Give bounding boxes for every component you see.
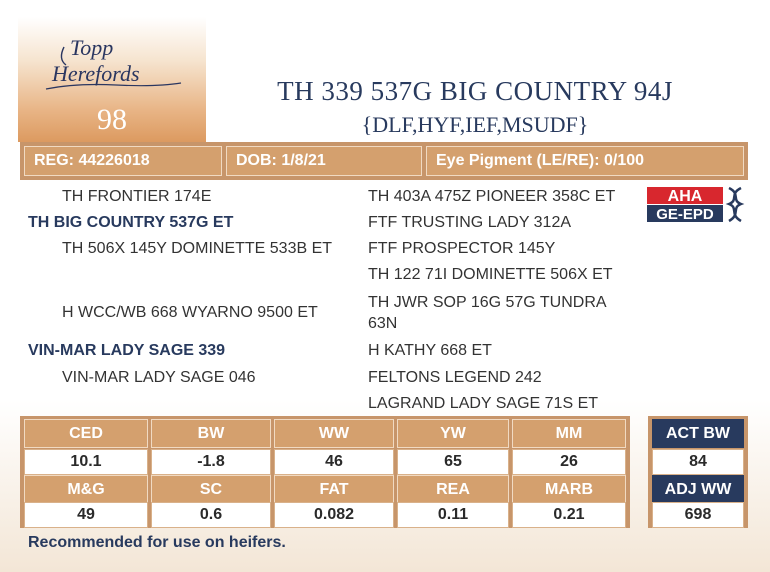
- epd-header: YW: [397, 419, 509, 448]
- logo-text-top: Topp: [70, 35, 114, 60]
- info-bar: [20, 142, 748, 180]
- epd-header: M&G: [24, 475, 148, 504]
- epd-value: -1.8: [151, 449, 271, 475]
- animal-name: TH 339 537G BIG COUNTRY 94J: [277, 76, 673, 106]
- logo-panel: [18, 17, 206, 142]
- lot-number: 98: [97, 103, 127, 136]
- dam-dam-dam: LAGRAND LADY SAGE 71S ET: [368, 395, 599, 412]
- epd-value: 0.082: [274, 502, 394, 528]
- badge-line1: AHA: [667, 188, 703, 205]
- genetic-designations: {DLF,HYF,IEF,MSUDF}: [361, 112, 589, 137]
- dam-dam: VIN-MAR LADY SAGE 046: [62, 369, 256, 386]
- sire-dam-dam: TH 122 71I DOMINETTE 506X ET: [368, 266, 613, 283]
- badge-line2: GE-EPD: [656, 206, 714, 223]
- act-bw-value: 84: [652, 449, 744, 475]
- sire-sire: TH FRONTIER 174E: [62, 188, 212, 205]
- adj-ww-header: ADJ WW: [652, 475, 744, 504]
- eye-pigment: Eye Pigment (LE/RE): 0/100: [426, 146, 744, 176]
- sire-dam-sire: FTF PROSPECTOR 145Y: [368, 240, 556, 257]
- epd-header: REA: [397, 475, 509, 504]
- act-bw-header: ACT BW: [652, 419, 744, 448]
- footnote: Recommended for use on heifers.: [28, 534, 286, 551]
- dam-sire-sire: TH JWR SOP 16G 57G TUNDRA 63N: [368, 294, 606, 332]
- epd-value: 0.11: [397, 502, 509, 528]
- epd-header: CED: [24, 419, 148, 448]
- sire-dam: TH 506X 145Y DOMINETTE 533B ET: [62, 240, 333, 257]
- dam-sire-dam: H KATHY 668 ET: [368, 342, 492, 359]
- sire-sire-sire: TH 403A 475Z PIONEER 358C ET: [368, 188, 616, 205]
- epd-value: 65: [397, 449, 509, 475]
- sire-sire-dam: FTF TRUSTING LADY 312A: [368, 214, 572, 231]
- epd-value: 26: [512, 449, 626, 475]
- epd-header: SC: [151, 475, 271, 504]
- epd-value: 0.21: [512, 502, 626, 528]
- adj-ww-value: 698: [652, 502, 744, 528]
- epd-header: BW: [151, 419, 271, 448]
- date-of-birth: DOB: 1/8/21: [226, 146, 422, 176]
- registration-number: REG: 44226018: [24, 146, 222, 176]
- epd-header: MARB: [512, 475, 626, 504]
- logo-text-bottom: Herefords: [52, 61, 140, 86]
- epd-value: 49: [24, 502, 148, 528]
- epd-value: 46: [274, 449, 394, 475]
- dam-sire: H WCC/WB 668 WYARNO 9500 ET: [62, 304, 318, 321]
- epd-header: WW: [274, 419, 394, 448]
- epd-value: 0.6: [151, 502, 271, 528]
- epd-header: FAT: [274, 475, 394, 504]
- epd-header: MM: [512, 419, 626, 448]
- aha-ge-epd-logo: [645, 186, 749, 223]
- epd-value: 10.1: [24, 449, 148, 475]
- sire: TH BIG COUNTRY 537G ET: [28, 214, 234, 231]
- dam-dam-sire: FELTONS LEGEND 242: [368, 369, 542, 386]
- dam: VIN-MAR LADY SAGE 339: [28, 342, 226, 359]
